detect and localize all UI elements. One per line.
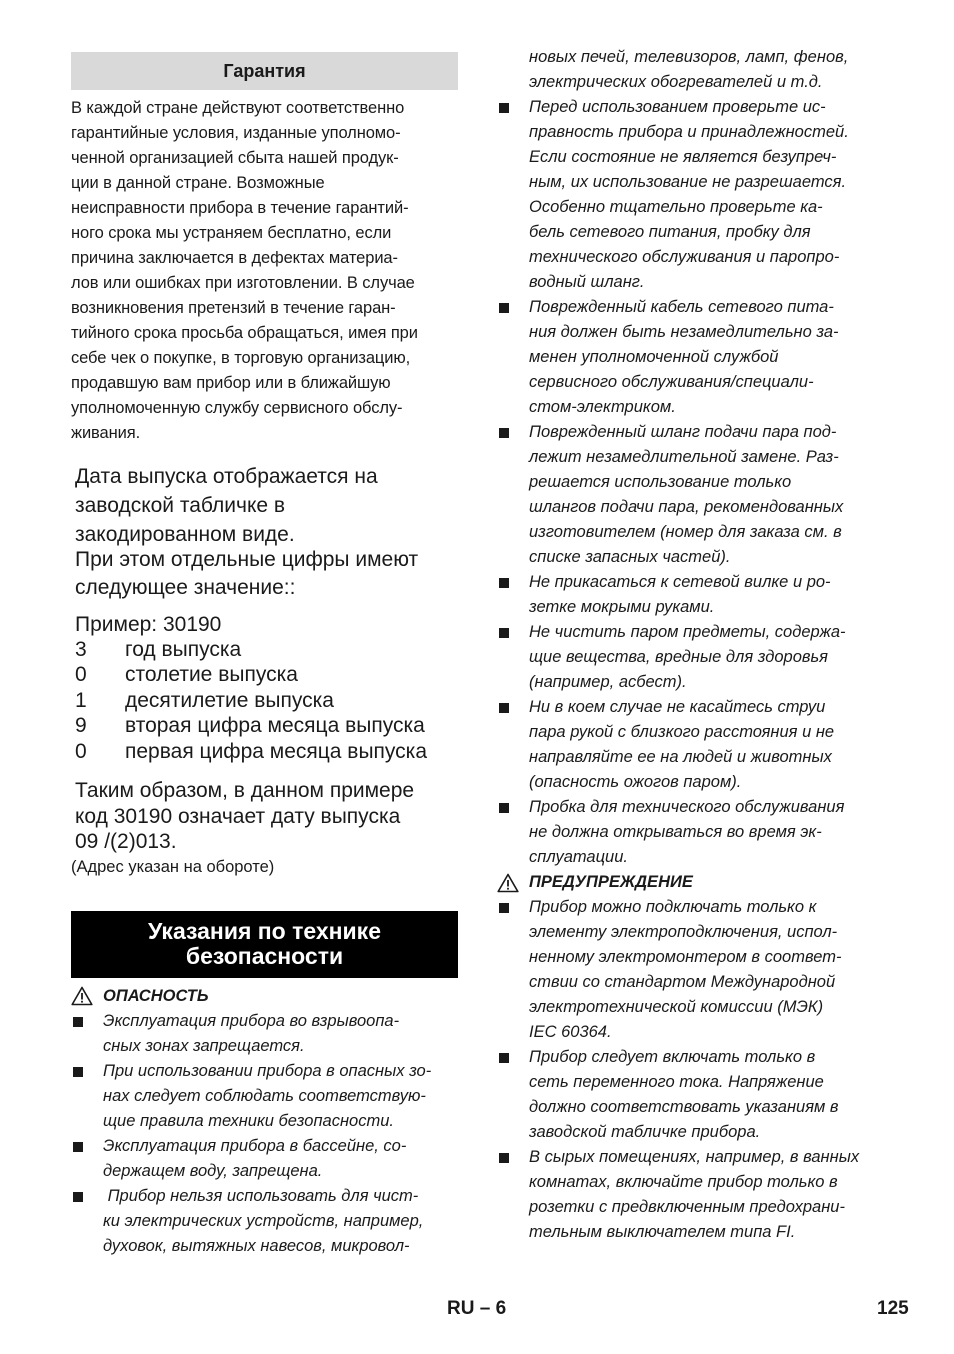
text-line: правность прибора и принадлежностей. xyxy=(529,123,849,141)
text-line: Прибор следует включать только в xyxy=(529,1048,816,1066)
text-line: 09 /(2)013. xyxy=(75,830,177,854)
text-line: ния должен быть незамедлительно за- xyxy=(529,323,839,341)
list-item xyxy=(497,95,897,295)
danger-list-continued xyxy=(497,95,897,870)
text-line: ции в данной стране. Возможные xyxy=(71,174,325,192)
text-line: В сырых помещениях, например, в ванных xyxy=(529,1148,860,1166)
safety-heading-line: Указания по технике xyxy=(148,917,381,944)
list-item xyxy=(497,295,897,420)
text-line: щие правила техники безопасности. xyxy=(103,1111,394,1130)
list-item xyxy=(71,1059,458,1134)
bullet-square-icon xyxy=(73,1192,83,1202)
text-line: продавшую вам прибор или в ближайшую xyxy=(71,374,391,392)
list-item xyxy=(71,1134,458,1184)
bullet-square-icon xyxy=(499,703,509,713)
bullet-square-icon xyxy=(499,1053,509,1063)
list-item xyxy=(497,1045,897,1145)
text-line: зетке мокрыми руками. xyxy=(529,598,715,616)
danger-list xyxy=(71,1009,458,1259)
text-line: держащем воду, запрещена. xyxy=(103,1161,323,1180)
code-label: первая цифра месяца выпуска xyxy=(125,739,428,763)
text-line: живания. xyxy=(71,424,141,442)
text-line: стом-электриком. xyxy=(529,398,676,416)
danger-label-text: ОПАСНОСТЬ xyxy=(103,986,209,1005)
text-line: Эксплуатация прибора во взрывоопа- xyxy=(103,1011,400,1030)
text-line: Ни в коем случае не касайтесь струи xyxy=(529,698,826,716)
list-item xyxy=(497,1145,897,1245)
text-line: сплуатации. xyxy=(529,848,628,866)
text-line: Не чистить паром предметы, содержа- xyxy=(529,623,846,641)
text-line: списке запасных частей). xyxy=(529,548,731,566)
bullet-square-icon xyxy=(499,628,509,638)
list-item xyxy=(497,570,897,620)
text-line: лежит незамедлительной замене. Раз- xyxy=(529,448,839,466)
continued-text xyxy=(497,45,897,95)
date-example xyxy=(71,612,458,637)
bullet-square-icon xyxy=(73,1017,83,1027)
text-line: Эксплуатация прибора в бассейне, со- xyxy=(103,1136,407,1155)
bullet-square-icon xyxy=(499,303,509,313)
right-column xyxy=(497,45,897,1245)
bullet-square-icon xyxy=(499,803,509,813)
text-line: изготовителем (номер для заказа см. в xyxy=(529,523,842,541)
address-note: (Адрес указан на обороте) xyxy=(71,857,275,876)
text-line: тийного срока просьба обращаться, имея при xyxy=(71,324,418,342)
text-line: новых печей, телевизоров, ламп, фенов, xyxy=(529,48,849,66)
text-line: код 30190 означает дату выпуска xyxy=(75,804,401,828)
text-line: В каждой стране действуют соответственно xyxy=(71,99,405,117)
text-line: Поврежденный шланг подачи пара под- xyxy=(529,423,837,441)
text-line: себе чек о покупке, в торговую организацию, xyxy=(71,349,411,367)
text-line: тельным выключателем типа FI. xyxy=(529,1223,796,1241)
code-digit: 0 xyxy=(75,739,87,763)
text-line: закодированном виде. xyxy=(75,523,295,546)
text-line: ки электрических устройств, например, xyxy=(103,1211,424,1230)
text-line: Дата выпуска отображается на xyxy=(75,465,378,488)
text-line: должно соответствовать указаниям в xyxy=(529,1098,839,1116)
code-label: вторая цифра месяца выпуска xyxy=(125,714,425,738)
text-line: ченной организацией сбыта нашей продук- xyxy=(71,149,399,167)
text-line: сных зонах запрещается. xyxy=(103,1036,305,1055)
text-line: водный шланг. xyxy=(529,273,645,291)
bullet-square-icon xyxy=(499,903,509,913)
code-row xyxy=(75,713,458,738)
warning-triangle-icon xyxy=(71,986,93,1006)
list-item xyxy=(497,695,897,795)
date-summary xyxy=(71,778,458,855)
text-line: При этом отдельные цифры имеют xyxy=(75,548,419,571)
list-item xyxy=(497,420,897,570)
text-line: сервисного обслуживания/специали- xyxy=(529,373,814,391)
code-digit: 3 xyxy=(75,638,87,661)
text-line: менен уполномоченной службой xyxy=(529,348,779,366)
warning-label xyxy=(497,870,897,895)
safety-heading-line: безопасности xyxy=(185,942,344,969)
left-column xyxy=(71,52,458,1259)
warning-triangle-icon xyxy=(497,873,519,893)
text-line: гарантийные условия, изданные уполномо- xyxy=(71,124,401,142)
code-label: столетие выпуска xyxy=(125,663,298,687)
text-line: ненному электромонтером в соответ- xyxy=(529,948,842,966)
bullet-square-icon xyxy=(499,428,509,438)
list-item xyxy=(497,620,897,695)
text-line: нах следует соблюдать соответствую- xyxy=(103,1086,426,1105)
text-line: электротехнической комиссии (МЭК) xyxy=(529,998,824,1016)
code-label: год выпуска xyxy=(125,638,242,661)
text-line: сеть переменного тока. Напряжение xyxy=(529,1073,824,1091)
text-line: Прибор можно подключать только к xyxy=(529,898,817,916)
text-line: (опасность ожогов паром). xyxy=(529,773,742,791)
text-line: возникновения претензий в течение гаран- xyxy=(71,299,396,317)
code-label: десятилетие выпуска xyxy=(125,688,334,712)
text-line: следующее значение:: xyxy=(75,576,296,599)
safety-heading xyxy=(71,911,458,978)
text-line: ного срока мы устраняем бесплатно, если xyxy=(71,224,392,242)
date-intro xyxy=(71,462,458,549)
text-line: При использовании прибора в опасных зо- xyxy=(103,1061,432,1080)
text-line: духовок, вытяжных навесов, микровол- xyxy=(103,1236,410,1255)
text-line: IEC 60364. xyxy=(529,1023,612,1041)
bullet-square-icon xyxy=(499,103,509,113)
text-line: пара рукой с близкого расстояния и не xyxy=(529,723,835,741)
text-line: заводской табличке прибора. xyxy=(529,1123,761,1141)
text-line: причина заключается в дефектах материа- xyxy=(71,249,398,267)
danger-label xyxy=(71,984,458,1009)
list-item xyxy=(497,795,897,870)
page-number: 125 xyxy=(877,1298,909,1319)
code-row xyxy=(75,739,458,764)
text-line: Если состояние не является безупреч- xyxy=(529,148,837,166)
text-line: щие вещества, вредные для здоровья xyxy=(529,648,828,666)
code-digit: 9 xyxy=(75,714,87,738)
bullet-square-icon xyxy=(73,1067,83,1077)
text-line: уполномоченную службу сервисного обслу- xyxy=(71,399,403,417)
footer-section: RU – 6 xyxy=(447,1298,507,1319)
code-row xyxy=(75,688,458,713)
text-line: лов или ошибках при изготовлении. В случае xyxy=(71,274,415,292)
text-line: решается использование только xyxy=(529,473,792,491)
code-digit: 1 xyxy=(75,688,87,712)
text-line: заводской табличке в xyxy=(75,494,286,517)
bullet-square-icon xyxy=(73,1142,83,1152)
list-item xyxy=(71,1009,458,1059)
text-line: элементу электроподключения, испол- xyxy=(529,923,838,941)
guarantee-text xyxy=(71,96,458,446)
text-line: Прибор нельзя использовать для чист- xyxy=(103,1186,419,1205)
text-line: розетки с предвключенным предохрани- xyxy=(529,1198,845,1216)
code-digit: 0 xyxy=(75,663,87,687)
bullet-square-icon xyxy=(499,1153,509,1163)
text-line: направляйте ее на людей и животных xyxy=(529,748,832,766)
list-item xyxy=(71,1184,458,1259)
text-line: Таким образом, в данном примере xyxy=(75,779,415,803)
text-line: бель сетевого питания, пробку для xyxy=(529,223,811,241)
date-code-list xyxy=(71,637,458,764)
text-line: Пробка для технического обслуживания xyxy=(529,798,845,816)
list-item xyxy=(497,895,897,1045)
guarantee-heading: Гарантия xyxy=(71,52,458,90)
text-line: не должна открываться во время эк- xyxy=(529,823,822,841)
text-line: неисправности прибора в течение гарантий- xyxy=(71,199,409,217)
example-text: Пример: 30190 xyxy=(75,613,222,636)
text-line: шлангов подачи пара, рекомендованных xyxy=(529,498,844,516)
text-line: Поврежденный кабель сетевого пита- xyxy=(529,298,834,316)
text-line: электрических обогревателей и т.д. xyxy=(529,73,823,91)
bullet-square-icon xyxy=(499,578,509,588)
text-line: технического обслуживания и паропро- xyxy=(529,248,840,266)
text-line: Перед использованием проверьте ис- xyxy=(529,98,826,116)
text-line: Не прикасаться к сетевой вилке и ро- xyxy=(529,573,831,591)
date-meaning xyxy=(71,546,458,602)
warning-list xyxy=(497,895,897,1245)
warning-label-text: ПРЕДУПРЕЖДЕНИЕ xyxy=(529,873,693,891)
text-line: ствии со стандартом Международной xyxy=(529,973,836,991)
text-line: комнатах, включайте прибор только в xyxy=(529,1173,838,1191)
text-line: Особенно тщательно проверьте ка- xyxy=(529,198,823,216)
code-row xyxy=(75,662,458,687)
text-line: (например, асбест). xyxy=(529,673,687,691)
text-line: ным, их использование не разрешается. xyxy=(529,173,847,191)
code-row xyxy=(75,637,458,662)
